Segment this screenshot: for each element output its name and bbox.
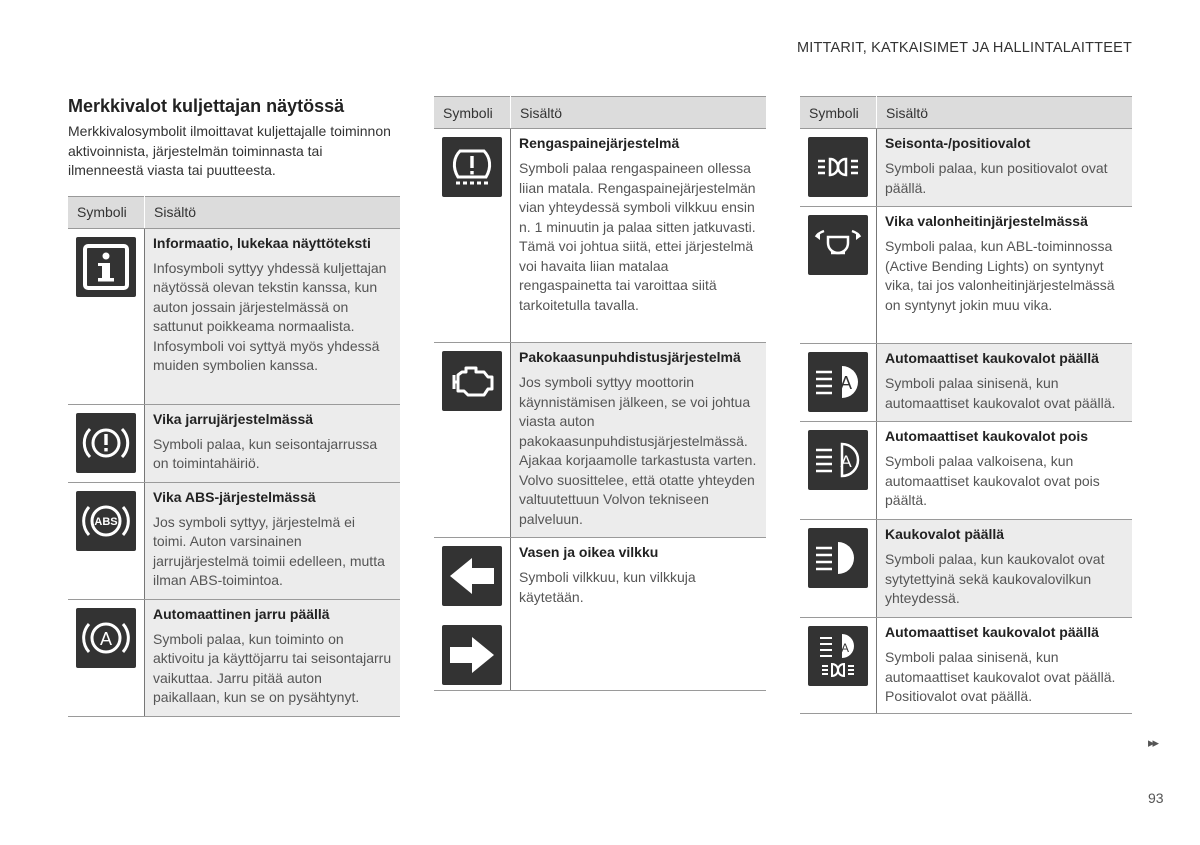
item-title: Pakokaasunpuhdistusjärjestelmä (519, 349, 741, 365)
svg-text:A: A (840, 452, 852, 471)
turn-signal-right-icon (442, 625, 502, 685)
symbol-table-2 (434, 96, 766, 691)
turn-signal-left-icon (442, 546, 502, 606)
svg-text:A: A (839, 373, 853, 393)
section-header: MITTARIT, KATKAISIMET JA HALLINTALAITTEET (796, 40, 1132, 56)
headlight-fault-icon (808, 215, 868, 275)
item-title: Vika valonheitinjärjestelmässä (885, 213, 1088, 229)
item-title: Vika jarrujärjestelmässä (153, 410, 314, 427)
item-text: Symboli palaa, kun ABL-toiminnossa (Active Bending Lights) on syntynyt vika, tai jos valonheitinjärjestelmässä on syntynyt jokin muu vika. (885, 238, 1115, 313)
item-text: Symboli palaa, kun toiminto on aktivoitu ja käyttöjarru tai seisontajarru vaikuttaa. Jarru pitää auton paikallaan, kun se on pysähtynyt. (153, 630, 392, 705)
table-row (800, 207, 1132, 344)
auto-high-beam-on-icon (808, 352, 868, 412)
item-title: Informaatio, lukekaa näyttöteksti (153, 234, 371, 251)
table-row (68, 228, 400, 404)
item-text: Symboli vilkkuu, kun vilkkuja käytetään. (519, 569, 696, 605)
page-number: 93 (1148, 790, 1164, 806)
symbol-table-3 (800, 96, 1132, 714)
item-text: Symboli palaa sinisenä, kun automaattiset kaukovalot ovat päällä. (885, 375, 1116, 411)
item-title: Automaattinen jarru päällä (153, 605, 330, 622)
item-title: Vika ABS-järjestelmässä (153, 488, 316, 505)
intro-text: Merkkivalosymbolit ilmoittavat kuljettajalle toiminnon aktivoinnista, järjestelmän toiminnasta tai ilmenneestä viasta tai puutteesta. (68, 123, 391, 178)
column-2 (434, 96, 766, 691)
header-symbol: Symboli (68, 196, 145, 228)
item-title: Rengaspainejärjestelmä (519, 135, 680, 151)
svg-text:ABS: ABS (94, 515, 118, 528)
header-content: Sisältö (877, 97, 1133, 129)
table-row (68, 599, 400, 716)
table-row (68, 482, 400, 599)
brake-fault-icon (76, 413, 136, 473)
table-header (800, 97, 1132, 129)
column-1 (68, 96, 400, 717)
header-content: Sisältö (145, 196, 401, 228)
item-title: Kaukovalot päällä (885, 526, 1005, 542)
tire-pressure-icon (442, 137, 502, 197)
column-3 (800, 96, 1132, 714)
abs-icon (76, 491, 136, 551)
auto-high-beam-off-icon (808, 430, 868, 490)
table-row (800, 344, 1132, 422)
item-title: Automaattiset kaukovalot pois (885, 428, 1089, 444)
svg-text:A: A (99, 628, 113, 649)
intro-title: Merkkivalot kuljettajan näytössä (68, 96, 345, 116)
table-row (800, 129, 1132, 207)
next-page-marker: ▸▸ (1148, 735, 1158, 750)
item-text: Symboli palaa rengaspaineen ollessa liian matala. Rengaspainejärjestelmän vian yhteydessä symboli vilkkuu ensin n. 1 minuutin ja palaa sitten jatkuvasti. Tämä voi johtua siitä, ettei järjestelmä voi havaita liian matalaa rengaspainetta tai varoittaa siitä tarkoitetulla tavalla. (519, 160, 756, 313)
item-text: Jos symboli syttyy, järjestelmä ei toimi. Auton varsinainen jarrujärjestelmä toimii edelleen, mutta ilman ABS-toimintoa. (153, 513, 385, 588)
header-symbol: Symboli (434, 97, 511, 129)
table-row (434, 343, 766, 538)
item-text: Symboli palaa sinisenä, kun automaattiset kaukovalot ovat päällä. Positiovalot ovat päällä. (885, 649, 1116, 704)
table-row (800, 618, 1132, 714)
item-text: Symboli palaa, kun positiovalot ovat päällä. (885, 160, 1108, 196)
table-row (434, 538, 766, 691)
table-row (800, 422, 1132, 520)
item-title: Seisonta-/positiovalot (885, 135, 1031, 151)
position-lights-icon (808, 137, 868, 197)
table-header (434, 97, 766, 129)
item-title: Automaattiset kaukovalot päällä (885, 624, 1099, 640)
header-content: Sisältö (511, 97, 767, 129)
info-icon (76, 237, 136, 297)
item-text: Symboli palaa, kun seisontajarrussa on toimintahäiriö. (153, 435, 378, 471)
table-row (800, 520, 1132, 618)
table-header (68, 196, 400, 228)
svg-text:A: A (840, 641, 850, 655)
symbol-table-1 (68, 196, 400, 717)
item-title: Automaattiset kaukovalot päällä (885, 350, 1099, 366)
table-row (434, 129, 766, 343)
engine-check-icon (442, 351, 502, 411)
auto-hold-brake-icon (76, 608, 136, 668)
header-symbol: Symboli (800, 97, 877, 129)
item-text: Symboli palaa valkoisena, kun automaattiset kaukovalot ovat pois päältä. (885, 453, 1100, 508)
item-title: Vasen ja oikea vilkku (519, 544, 659, 560)
high-beam-icon (808, 528, 868, 588)
item-text: Jos symboli syttyy moottorin käynnistämisen jälkeen, se voi johtua viasta auton pakokaasunpuhdistusjärjestelmässä. Ajakaa korjaamolle tarkastusta varten. Volvo suosittelee, että otatte yhteyden valtuutettuun Volvon tekniseen palveluun. (519, 374, 757, 527)
auto-high-beam-position-icon (808, 626, 868, 686)
table-row (68, 404, 400, 482)
item-text: Infosymboli syttyy yhdessä kuljettajan näytössä olevan tekstin kanssa, kun auton jossain järjestelmässä on sattunut poikkeama normaalista. Infosymboli voi syttyä myös yhdessä muiden symbolien kanssa. (153, 259, 387, 373)
item-text: Symboli palaa, kun kaukovalot ovat sytytettyinä sekä kaukovalovilkun yhteydessä. (885, 551, 1105, 606)
